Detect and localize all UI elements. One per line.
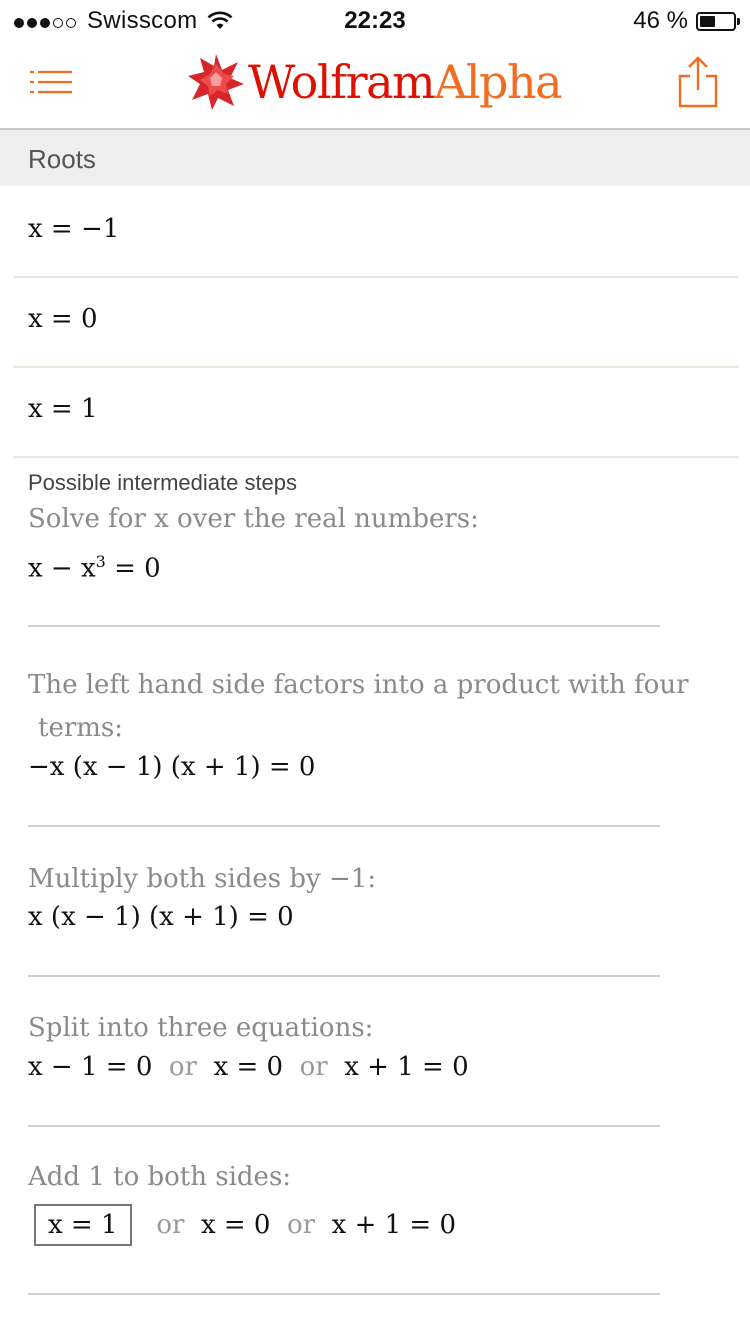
equation: x + 1 = 0: [331, 1210, 457, 1240]
carrier-name: Swisscom: [87, 7, 198, 34]
step-equation: −x (x − 1) (x + 1) = 0: [28, 752, 316, 782]
equation: x = 0: [213, 1052, 284, 1082]
step-divider: [28, 1125, 660, 1127]
step-equation: x (x − 1) (x + 1) = 0: [28, 902, 294, 932]
step-divider: [28, 825, 660, 827]
step-description: The left hand side factors into a product with four: [28, 670, 689, 700]
boxed-solution: x = 1: [34, 1204, 132, 1246]
equation-base: x − x: [28, 553, 96, 584]
step-divider: [28, 1293, 660, 1295]
roots-section-header: [0, 130, 750, 186]
step-equation: [28, 552, 161, 584]
status-bar: [0, 0, 750, 40]
equation-exponent: 3: [95, 552, 106, 571]
step-description: Add 1 to both sides:: [28, 1162, 292, 1192]
root-row: [14, 186, 738, 278]
hamburger-menu-icon[interactable]: [30, 70, 74, 94]
status-right: [633, 7, 736, 35]
root-row: [14, 276, 738, 368]
steps-label: Possible intermediate steps: [28, 470, 298, 495]
wolfram-alpha-logo: [186, 52, 561, 112]
app-header: [0, 40, 750, 130]
or-separator: or: [287, 1210, 316, 1240]
or-separator: or: [168, 1052, 198, 1082]
battery-percent: 46 %: [633, 7, 688, 34]
share-icon[interactable]: [676, 54, 720, 110]
step-description: Multiply both sides by −1:: [28, 864, 377, 894]
root-row: [14, 366, 738, 458]
step-description: Split into three equations:: [28, 1013, 374, 1043]
equation: x + 1 = 0: [344, 1052, 469, 1082]
logo-wolfram-text: Wolfram: [248, 55, 435, 109]
step-divider: [28, 975, 660, 977]
logo-wordmark: [248, 55, 562, 109]
step-description-continued: terms:: [38, 713, 124, 743]
step-description: Solve for x over the real numbers:: [28, 504, 479, 534]
equation: x − 1 = 0: [28, 1052, 153, 1082]
spikey-logo-icon: [186, 52, 246, 112]
logo-alpha-text: Alpha: [434, 55, 562, 109]
section-title: Roots: [28, 144, 96, 174]
root-value: x = 0: [28, 304, 98, 334]
step-equations: [28, 1052, 469, 1082]
step-equations: [34, 1204, 456, 1246]
battery-icon: [696, 12, 736, 31]
battery-level: [700, 16, 715, 27]
equation-tail: = 0: [105, 553, 161, 584]
root-value: x = 1: [28, 394, 98, 424]
status-time: 22:23: [344, 7, 406, 34]
or-separator: or: [299, 1052, 328, 1082]
or-separator: or: [156, 1210, 185, 1240]
step-divider: [28, 625, 660, 627]
root-value: x = −1: [28, 214, 120, 244]
equation: x = 0: [200, 1210, 271, 1240]
